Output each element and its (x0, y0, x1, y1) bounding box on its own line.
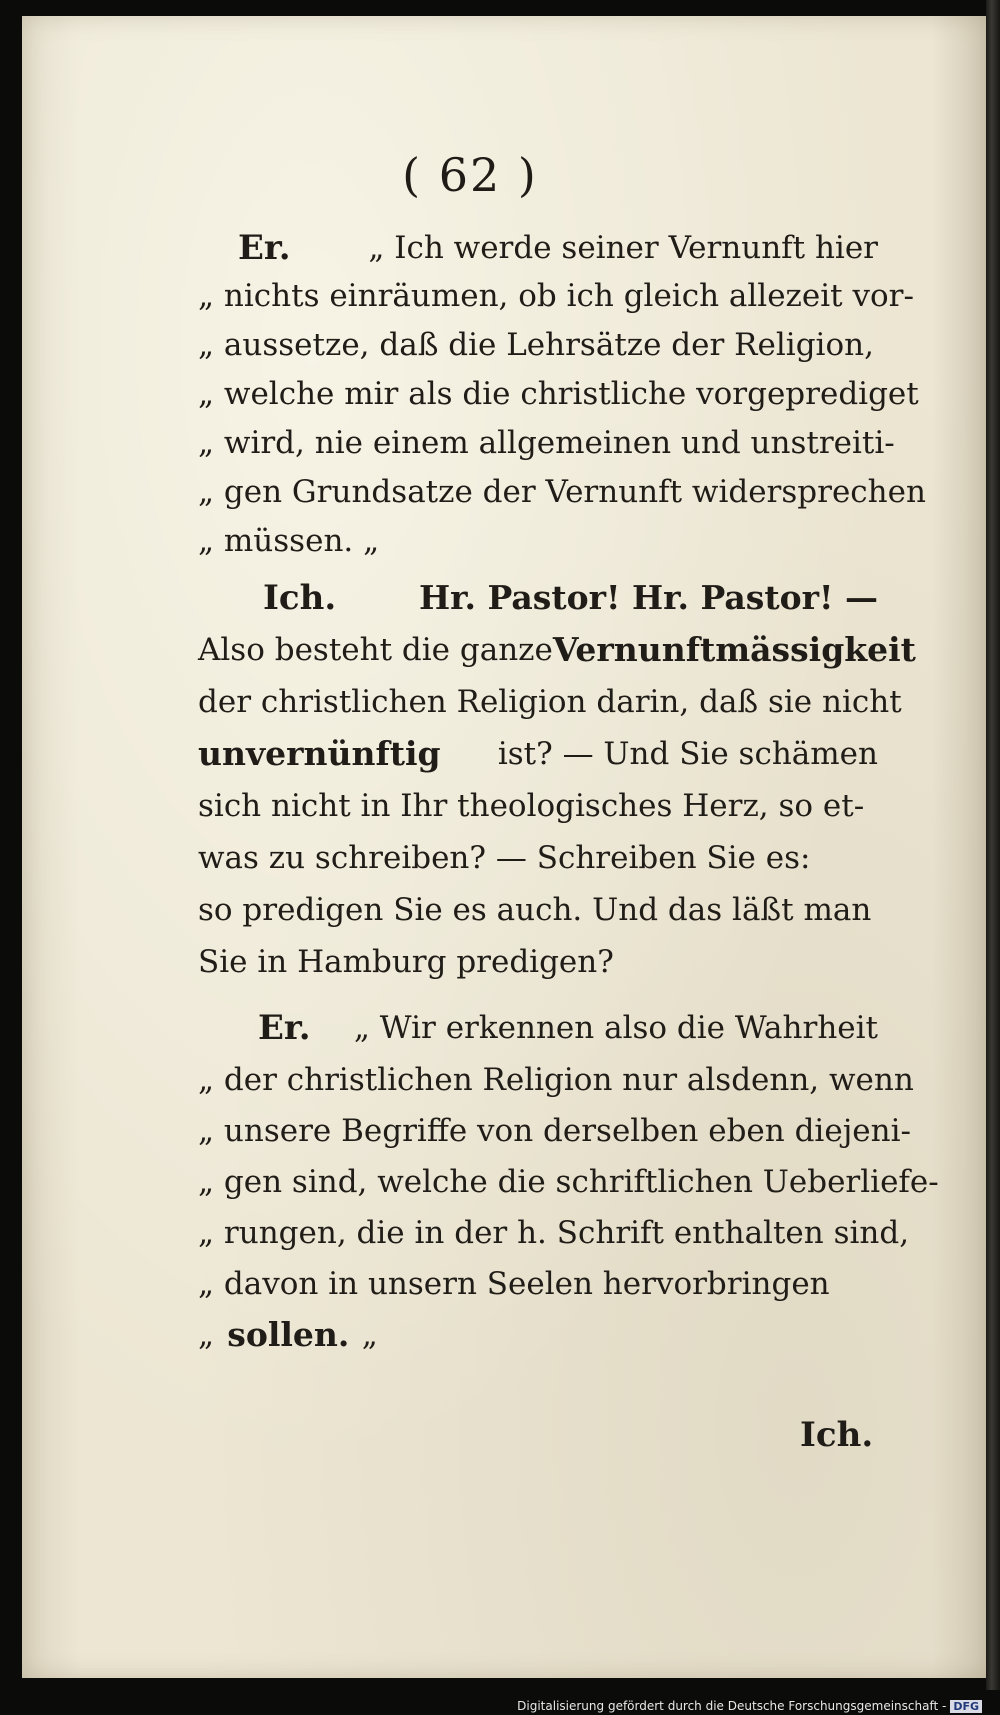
quote-mark: „ (361, 1317, 378, 1353)
line-text: „ unsere Begriffe von derselben eben diejeni- (198, 1113, 911, 1149)
speaker-label: Er. (238, 228, 291, 268)
text-line (198, 368, 919, 420)
text-line (198, 884, 878, 936)
text-line (198, 1258, 878, 1310)
text-line (198, 515, 878, 567)
line-text: „ wird, nie einem allgemeinen und unstreiti- (198, 425, 895, 461)
line-text: „ Wir erkennen also die Wahrheit (353, 1010, 878, 1046)
line-text: „ rungen, die in der h. Schrift enthalten sind, (198, 1215, 910, 1251)
text-line (198, 728, 878, 780)
line-text: sich nicht in Ihr theologisches Herz, so et- (198, 788, 865, 824)
text-line (198, 780, 878, 832)
line-text: „ müssen. „ (198, 523, 380, 559)
text-line (198, 270, 914, 322)
text-line (198, 1207, 910, 1259)
text-line (198, 676, 902, 728)
text-line (198, 1054, 914, 1106)
line-text: Hr. Pastor! Hr. Pastor! — (418, 578, 878, 617)
text-line (198, 222, 878, 274)
dfg-logo: DFG (950, 1700, 982, 1713)
speaker-label: Er. (258, 1008, 311, 1048)
line-text: „ gen Grundsatze der Vernunft widersprechen (198, 474, 926, 510)
text-line (198, 1156, 939, 1208)
line-text: was zu schreiben? — Schreiben Sie es: (198, 840, 811, 876)
speaker-label: Ich. (263, 578, 337, 618)
emphasized-word: sollen. (227, 1315, 350, 1354)
text-line (198, 466, 926, 518)
catchword: Ich. (800, 1415, 874, 1455)
text-line (198, 1309, 878, 1361)
line-text: so predigen Sie es auch. Und das läßt man (198, 892, 872, 928)
line-text: „ Ich werde seiner Vernunft hier (368, 230, 878, 266)
quote-mark: „ (198, 1317, 215, 1353)
line-text: der christlichen Religion darin, daß sie nicht (198, 684, 902, 720)
line-text: Sie in Hamburg predigen? (198, 944, 614, 980)
line-text: „ der christlichen Religion nur alsdenn, wenn (198, 1062, 914, 1098)
page-number: ( 62 ) (402, 148, 538, 202)
text-line (198, 936, 878, 988)
text-line (198, 319, 878, 371)
text-line (198, 572, 878, 624)
text-line (198, 1105, 911, 1157)
text-line (198, 624, 916, 676)
line-text: „ gen sind, welche die schriftlichen Ueberliefe- (198, 1164, 939, 1200)
page-edge-shadow (986, 0, 1000, 1690)
text-line (198, 1002, 878, 1054)
text-line (198, 832, 878, 884)
line-text: „ nichts einräumen, ob ich gleich allezeit vor- (198, 278, 914, 314)
line-text: „ aussetze, daß die Lehrsätze der Religion, (198, 327, 874, 363)
digitization-credit (517, 1699, 982, 1713)
emphasized-word: unvernünftig (198, 734, 441, 773)
text-line (198, 417, 895, 469)
line-text: ist? — Und Sie schämen (497, 736, 878, 772)
line-text: „ welche mir als die christliche vorgeprediget (198, 376, 919, 412)
credit-text: Digitalisierung gefördert durch die Deutsche Forschungsgemeinschaft - (517, 1699, 947, 1713)
line-text: „ davon in unsern Seelen hervorbringen (198, 1266, 830, 1302)
line-text: Also besteht die ganze (198, 632, 553, 668)
emphasized-word: Vernunftmässigkeit (552, 630, 916, 669)
